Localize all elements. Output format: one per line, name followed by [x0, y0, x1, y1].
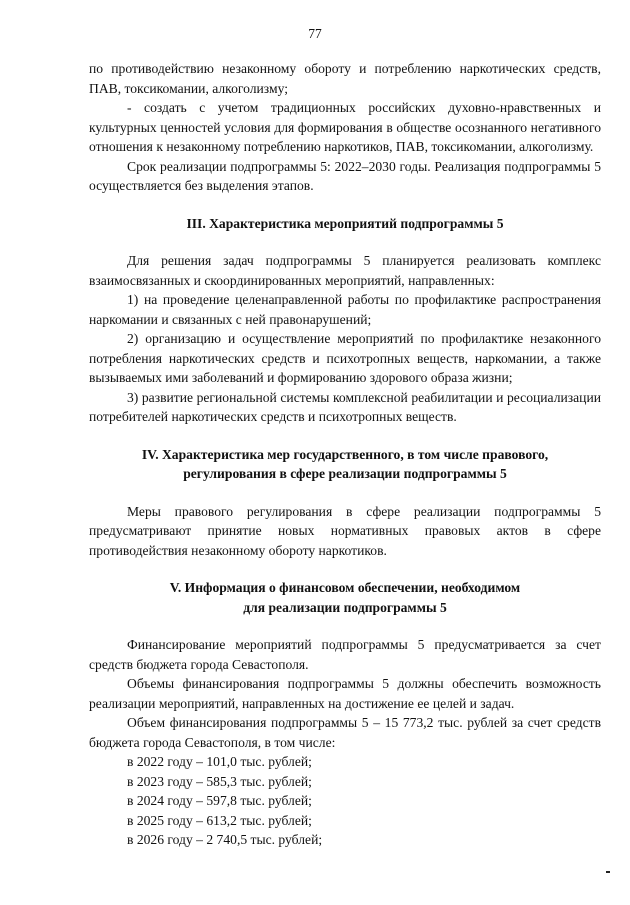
paragraph: Финансирование мероприятий подпрограммы 5 предусматривается за счет средств бюджета города Севастополя.: [89, 637, 601, 672]
funding-year-item: в 2026 году – 2 740,5 тыс. рублей;: [127, 832, 323, 847]
paragraph: Объем финансирования подпрограммы 5 – 15 773,2 тыс. рублей за счет средств бюджета города Севастополя, в том числе:: [89, 715, 601, 750]
paragraph: Для решения задач подпрограммы 5 планируется реализовать комплекс взаимосвязанных и скоординированных мероприятий, направленных:: [89, 253, 601, 288]
paragraph: Меры правового регулирования в сфере реализации подпрограммы 5 предусматривают принятие новых нормативных правовых актов в сфере противодействия незаконному обороту наркотиков.: [89, 503, 601, 558]
document-body: [89, 59, 601, 850]
list-item: 2) организацию и осуществление мероприятий по профилактике незаконного потребления наркотических средств и психотропных веществ, наркомании, а также вызываемых ими заболеваний и формированию здорового образа жизни;: [89, 331, 601, 385]
section-heading-line: для реализации подпрограммы 5: [243, 599, 447, 615]
paragraph: Срок реализации подпрограммы 5: 2022–2030 годы. Реализация подпрограммы 5 осуществляется без выделения этапов.: [89, 158, 601, 193]
funding-year-item: в 2023 году – 585,3 тыс. рублей;: [127, 773, 312, 789]
paragraph: по противодействию незаконному обороту и потреблению наркотических средств, ПАВ, токсикомании, алкоголизму;: [89, 61, 601, 96]
funding-year-item: в 2022 году – 101,0 тыс. рублей;: [127, 754, 312, 769]
paragraph: Объемы финансирования подпрограммы 5 должны обеспечить возможность реализации мероприятий, направленных на достижение ее целей и задач.: [89, 676, 601, 711]
scan-artifact: [606, 871, 610, 873]
list-item: 3) развитие региональной системы комплексной реабилитации и ресоциализации потребителей наркотических средств и психотропных веществ.: [89, 389, 601, 424]
funding-year-item: в 2024 году – 597,8 тыс. рублей;: [127, 793, 312, 808]
section-heading-line: V. Информация о финансовом обеспечении, необходимом: [169, 580, 521, 595]
bullet-paragraph: - создать с учетом традиционных российских духовно-нравственных и культурных ценностей условия для формирования в обществе осознанного негативного отношения к незаконному потреблению наркотиков, ПАВ, токсикомании, алкоголизму.: [89, 100, 601, 154]
section-heading: III. Характеристика мероприятий подпрограммы 5: [186, 215, 504, 231]
section-heading-line: IV. Характеристика мер государственного, в том числе правового,: [141, 446, 549, 462]
list-item: 1) на проведение целенаправленной работы по профилактике распространения наркомании и связанных с ней правонарушений;: [89, 292, 601, 327]
page-number: 77: [308, 26, 322, 41]
funding-by-year-list: [89, 752, 601, 850]
funding-year-item: в 2025 году – 613,2 тыс. рублей;: [127, 812, 312, 828]
section-heading-line: регулирования в сфере реализации подпрограммы 5: [183, 466, 507, 481]
